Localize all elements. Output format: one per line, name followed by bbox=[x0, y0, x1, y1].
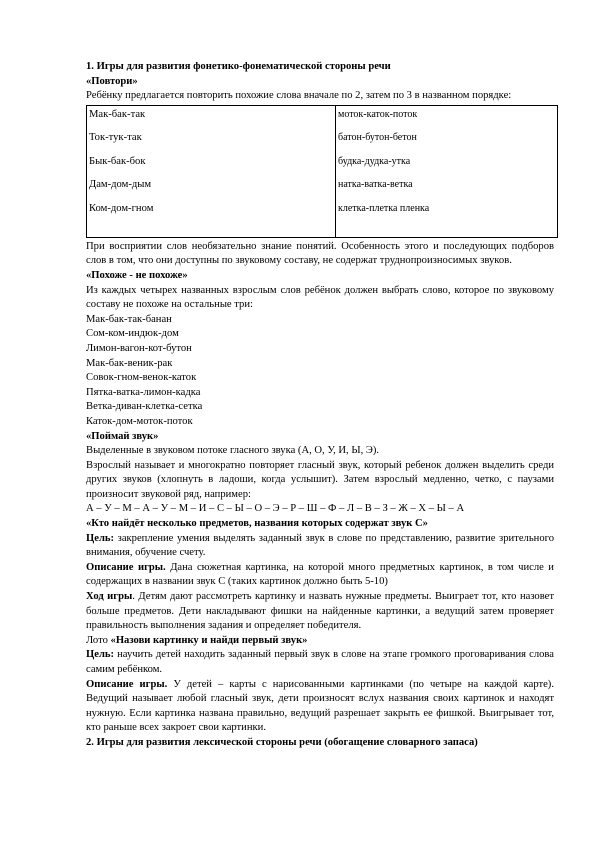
game-find-objects-goal bbox=[86, 532, 554, 561]
course-label: Ход игры bbox=[86, 591, 133, 603]
game-lotto-title bbox=[86, 634, 554, 649]
list-item: Мак-бак-так-банан bbox=[86, 313, 172, 325]
table-cell: моток-каток-поток bbox=[338, 108, 418, 120]
goal-label: Цель: bbox=[86, 532, 115, 544]
game-similar-title: «Похоже - не похоже» bbox=[86, 269, 188, 281]
lotto-title: «Назови картинку и найди первый звук» bbox=[110, 634, 308, 646]
section-1-title: 1. Игры для развития фонетико-фонематической стороны речи bbox=[86, 61, 391, 72]
goal-label: Цель: bbox=[86, 649, 115, 661]
desc-text: Дана сюжетная картинка, на которой много предметных картинок, в том числе и содержащих в названии звук С (таких картинок должно быть 5-10) bbox=[86, 561, 554, 588]
goal-text: научить детей находить заданный первый звук в слове на этапе громкого проговаривания слова самим ребёнком. bbox=[86, 649, 554, 675]
game-find-objects-desc bbox=[86, 561, 554, 590]
document-content bbox=[86, 60, 554, 751]
table-cell: натка-ватка-ветка bbox=[338, 179, 413, 191]
game-repeat-title: «Повтори» bbox=[86, 75, 138, 87]
word-pairs-table bbox=[86, 105, 558, 238]
game-repeat-intro: Ребёнку предлагается повторить похожие слова вначале по 2, затем по 3 в названном порядке: bbox=[86, 90, 512, 102]
list-item: Мак-бак-веник-рак bbox=[86, 357, 173, 369]
goal-text: закрепление умения выделять заданный звук в слове по представлению, развитие зрительного внимания, обучение счету. bbox=[86, 532, 554, 559]
desc-label: Описание игры. bbox=[86, 561, 166, 573]
lotto-prefix: Лото bbox=[86, 634, 111, 646]
game-similar-intro: Из каждых четырех названных взрослым слов ребёнок должен выбрать слово, которое по звуковому составу не похоже на остальные три: bbox=[86, 284, 554, 311]
sound-sequence: А – У – М – А – У – М – И – С – Ы – О – Э – Р – Ш – Ф – Л – В – З – Ж – Х – Ы – А bbox=[86, 503, 465, 515]
list-item: Сом-ком-индюк-дом bbox=[86, 328, 179, 340]
table-cell: будка-дудка-утка bbox=[338, 155, 411, 167]
game-find-objects-title: «Кто найдёт несколько предметов, названия которых содержат звук С» bbox=[86, 518, 428, 530]
game-catch-sound-desc: Взрослый называет и многократно повторяет гласный звук, который ребенок должен выделить среди других звуков (хлопнуть в ладоши, когда услышит). Затем взрослый медленно, четко, с паузами произносит звуковой ряд, например: bbox=[86, 459, 554, 500]
list-item: Лимон-вагон-кот-бутон bbox=[86, 342, 192, 354]
table-cell: Ток-тук-так bbox=[89, 132, 142, 144]
desc-label: Описание игры. bbox=[86, 678, 168, 690]
game-lotto-desc bbox=[86, 678, 554, 736]
list-item: Ветка-диван-клетка-сетка bbox=[86, 401, 203, 413]
table-col-left bbox=[87, 105, 336, 237]
game-catch-sound-intro: Выделенные в звуковом потоке гласного звука (А, О, У, И, Ы, Э). bbox=[86, 445, 380, 457]
desc-text: У детей – карты с нарисованными картинками (по четыре на каждой карте). Ведущий называет любой гласный звук, дети произносят вслух названия своих картинок и находят нужную. Если картинка названа правильно, ведущий разрешает закрыть ее фишкой. Выигрывает тот, кто раньше всех закроет свои картинки. bbox=[86, 678, 554, 734]
table-cell: Ком-дом-гном bbox=[89, 202, 154, 214]
game-repeat-note: При восприятии слов необязательно знание понятий. Особенность этого и последующих подборов слов в том, что они доступны по звуковому составу, не содержат труднопроизносимых звуков. bbox=[86, 240, 554, 267]
table-cell: батон-бутон-бетон bbox=[338, 132, 417, 144]
course-text: . Детям дают рассмотреть картинку и назвать нужные предметы. Выиграет тот, кто назовет больше предметов. Дети накладывают фишки на найденные картинки, а ведущий затем проверяет правильность выполнения задания и определяет победителя. bbox=[86, 591, 555, 632]
table-cell: Бык-бак-бок bbox=[89, 155, 146, 167]
game-lotto-goal bbox=[86, 648, 554, 677]
list-item: Каток-дом-моток-поток bbox=[86, 415, 193, 427]
table-cell: Дам-дом-дым bbox=[89, 179, 152, 191]
section-2-title: 2. Игры для развития лексической стороны речи (обогащение словарного запаса) bbox=[86, 736, 478, 748]
list-item: Совок-гном-венок-каток bbox=[86, 372, 197, 384]
table-col-right bbox=[336, 105, 558, 237]
game-find-objects-course bbox=[86, 590, 554, 634]
game-catch-sound-title: «Поймай звук» bbox=[86, 430, 159, 442]
list-item: Пятка-ватка-лимон-кадка bbox=[86, 386, 201, 398]
table-row bbox=[87, 105, 558, 237]
table-cell: Мак-бак-так bbox=[89, 108, 146, 120]
table-cell: клетка-плетка пленка bbox=[338, 202, 430, 214]
